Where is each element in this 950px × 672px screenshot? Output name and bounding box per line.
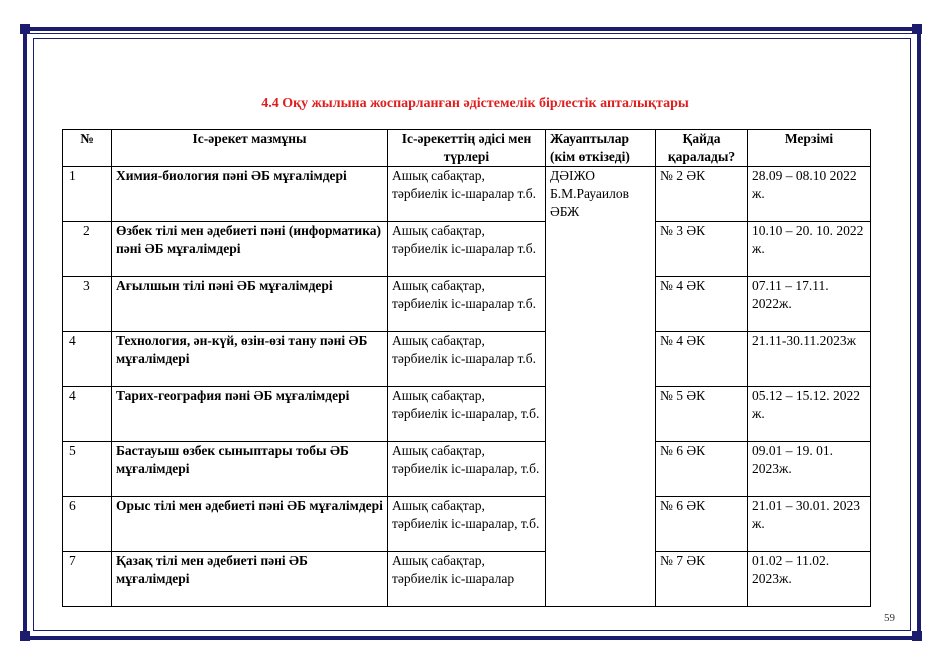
row-num: 4 xyxy=(63,332,112,387)
row-method: Ашық сабақтар, тәрбиелік іс-шаралар, т.б. xyxy=(388,387,546,442)
row-content: Химия-биология пәні ӘБ мұғалімдері xyxy=(112,167,388,222)
row-content: Тарих-география пәні ӘБ мұғалімдері xyxy=(112,387,388,442)
border-corner-ornament xyxy=(912,631,922,641)
row-deadline: 10.10 – 20. 10. 2022 ж. xyxy=(748,222,871,277)
row-content: Технология, ән-күй, өзін-өзі тану пәні ӘБ мұғалімдері xyxy=(112,332,388,387)
header-responsible: Жауаптылар (кім өткізеді) xyxy=(546,130,656,167)
table-row xyxy=(63,552,871,607)
border-corner-ornament xyxy=(20,24,30,34)
row-deadline: 21.01 – 30.01. 2023 ж. xyxy=(748,497,871,552)
row-method: Ашық сабақтар, тәрбиелік іс-шаралар xyxy=(388,552,546,607)
row-num: 5 xyxy=(63,442,112,497)
row-content: Өзбек тілі мен әдебиеті пәні (информатика) пәні ӘБ мұғалімдері xyxy=(112,222,388,277)
border-corner-ornament xyxy=(912,24,922,34)
row-num: 2 xyxy=(63,222,112,277)
row-num: 3 xyxy=(63,277,112,332)
row-deadline: 21.11-30.11.2023ж xyxy=(748,332,871,387)
page-border-line xyxy=(29,636,915,637)
page-border-line xyxy=(29,33,915,34)
row-where: № 6 ӘК xyxy=(656,442,748,497)
row-where: № 6 ӘК xyxy=(656,497,748,552)
row-where: № 4 ӘК xyxy=(656,332,748,387)
row-where: № 2 ӘК xyxy=(656,167,748,222)
table-row xyxy=(63,497,871,552)
row-deadline: 09.01 – 19. 01. 2023ж. xyxy=(748,442,871,497)
plan-table xyxy=(62,129,871,607)
row-content: Ағылшын тілі пәні ӘБ мұғалімдері xyxy=(112,277,388,332)
row-method: Ашық сабақтар, тәрбиелік іс-шаралар т.б. xyxy=(388,167,546,222)
table-row xyxy=(63,332,871,387)
table-row xyxy=(63,222,871,277)
border-corner-ornament xyxy=(20,631,30,641)
table-row xyxy=(63,167,871,222)
row-method: Ашық сабақтар, тәрбиелік іс-шаралар, т.б. xyxy=(388,442,546,497)
row-content: Бастауыш өзбек сыныптары тобы ӘБ мұғалімдері xyxy=(112,442,388,497)
header-method: Іс-әрекеттің әдісі мен түрлері xyxy=(388,130,546,167)
row-deadline: 07.11 – 17.11. 2022ж. xyxy=(748,277,871,332)
row-method: Ашық сабақтар, тәрбиелік іс-шаралар т.б. xyxy=(388,332,546,387)
row-content: Қазақ тілі мен әдебиеті пәні ӘБ мұғалімдері xyxy=(112,552,388,607)
header-num: № xyxy=(63,130,112,167)
row-num: 7 xyxy=(63,552,112,607)
row-method: Ашық сабақтар, тәрбиелік іс-шаралар т.б. xyxy=(388,222,546,277)
row-num: 1 xyxy=(63,167,112,222)
row-content: Орыс тілі мен әдебиеті пәні ӘБ мұғалімдері xyxy=(112,497,388,552)
row-where: № 5 ӘК xyxy=(656,387,748,442)
row-deadline: 05.12 – 15.12. 2022 ж. xyxy=(748,387,871,442)
document-title: 4.4 Оқу жылына жоспарланған әдістемелік бірлестік апталықтары xyxy=(261,96,689,111)
row-method: Ашық сабақтар, тәрбиелік іс-шаралар, т.б. xyxy=(388,497,546,552)
row-deadline: 28.09 – 08.10 2022 ж. xyxy=(748,167,871,222)
header-deadline: Мерзімі xyxy=(748,130,871,167)
table-row xyxy=(63,442,871,497)
page-number: 59 xyxy=(884,612,895,624)
row-where: № 4 ӘК xyxy=(656,277,748,332)
table-row xyxy=(63,277,871,332)
row-where: № 3 ӘК xyxy=(656,222,748,277)
row-deadline: 01.02 – 11.02. 2023ж. xyxy=(748,552,871,607)
row-num: 6 xyxy=(63,497,112,552)
row-method: Ашық сабақтар, тәрбиелік іс-шаралар т.б. xyxy=(388,277,546,332)
header-content: Іс-әрекет мазмұны xyxy=(112,130,388,167)
responsible-cell: ДӘІЖО Б.М.Рауаилов ӘБЖ xyxy=(546,167,656,607)
table-row xyxy=(63,387,871,442)
header-where: Қайда қаралады? xyxy=(656,130,748,167)
table-header-row xyxy=(63,130,871,167)
row-num: 4 xyxy=(63,387,112,442)
row-where: № 7 ӘК xyxy=(656,552,748,607)
